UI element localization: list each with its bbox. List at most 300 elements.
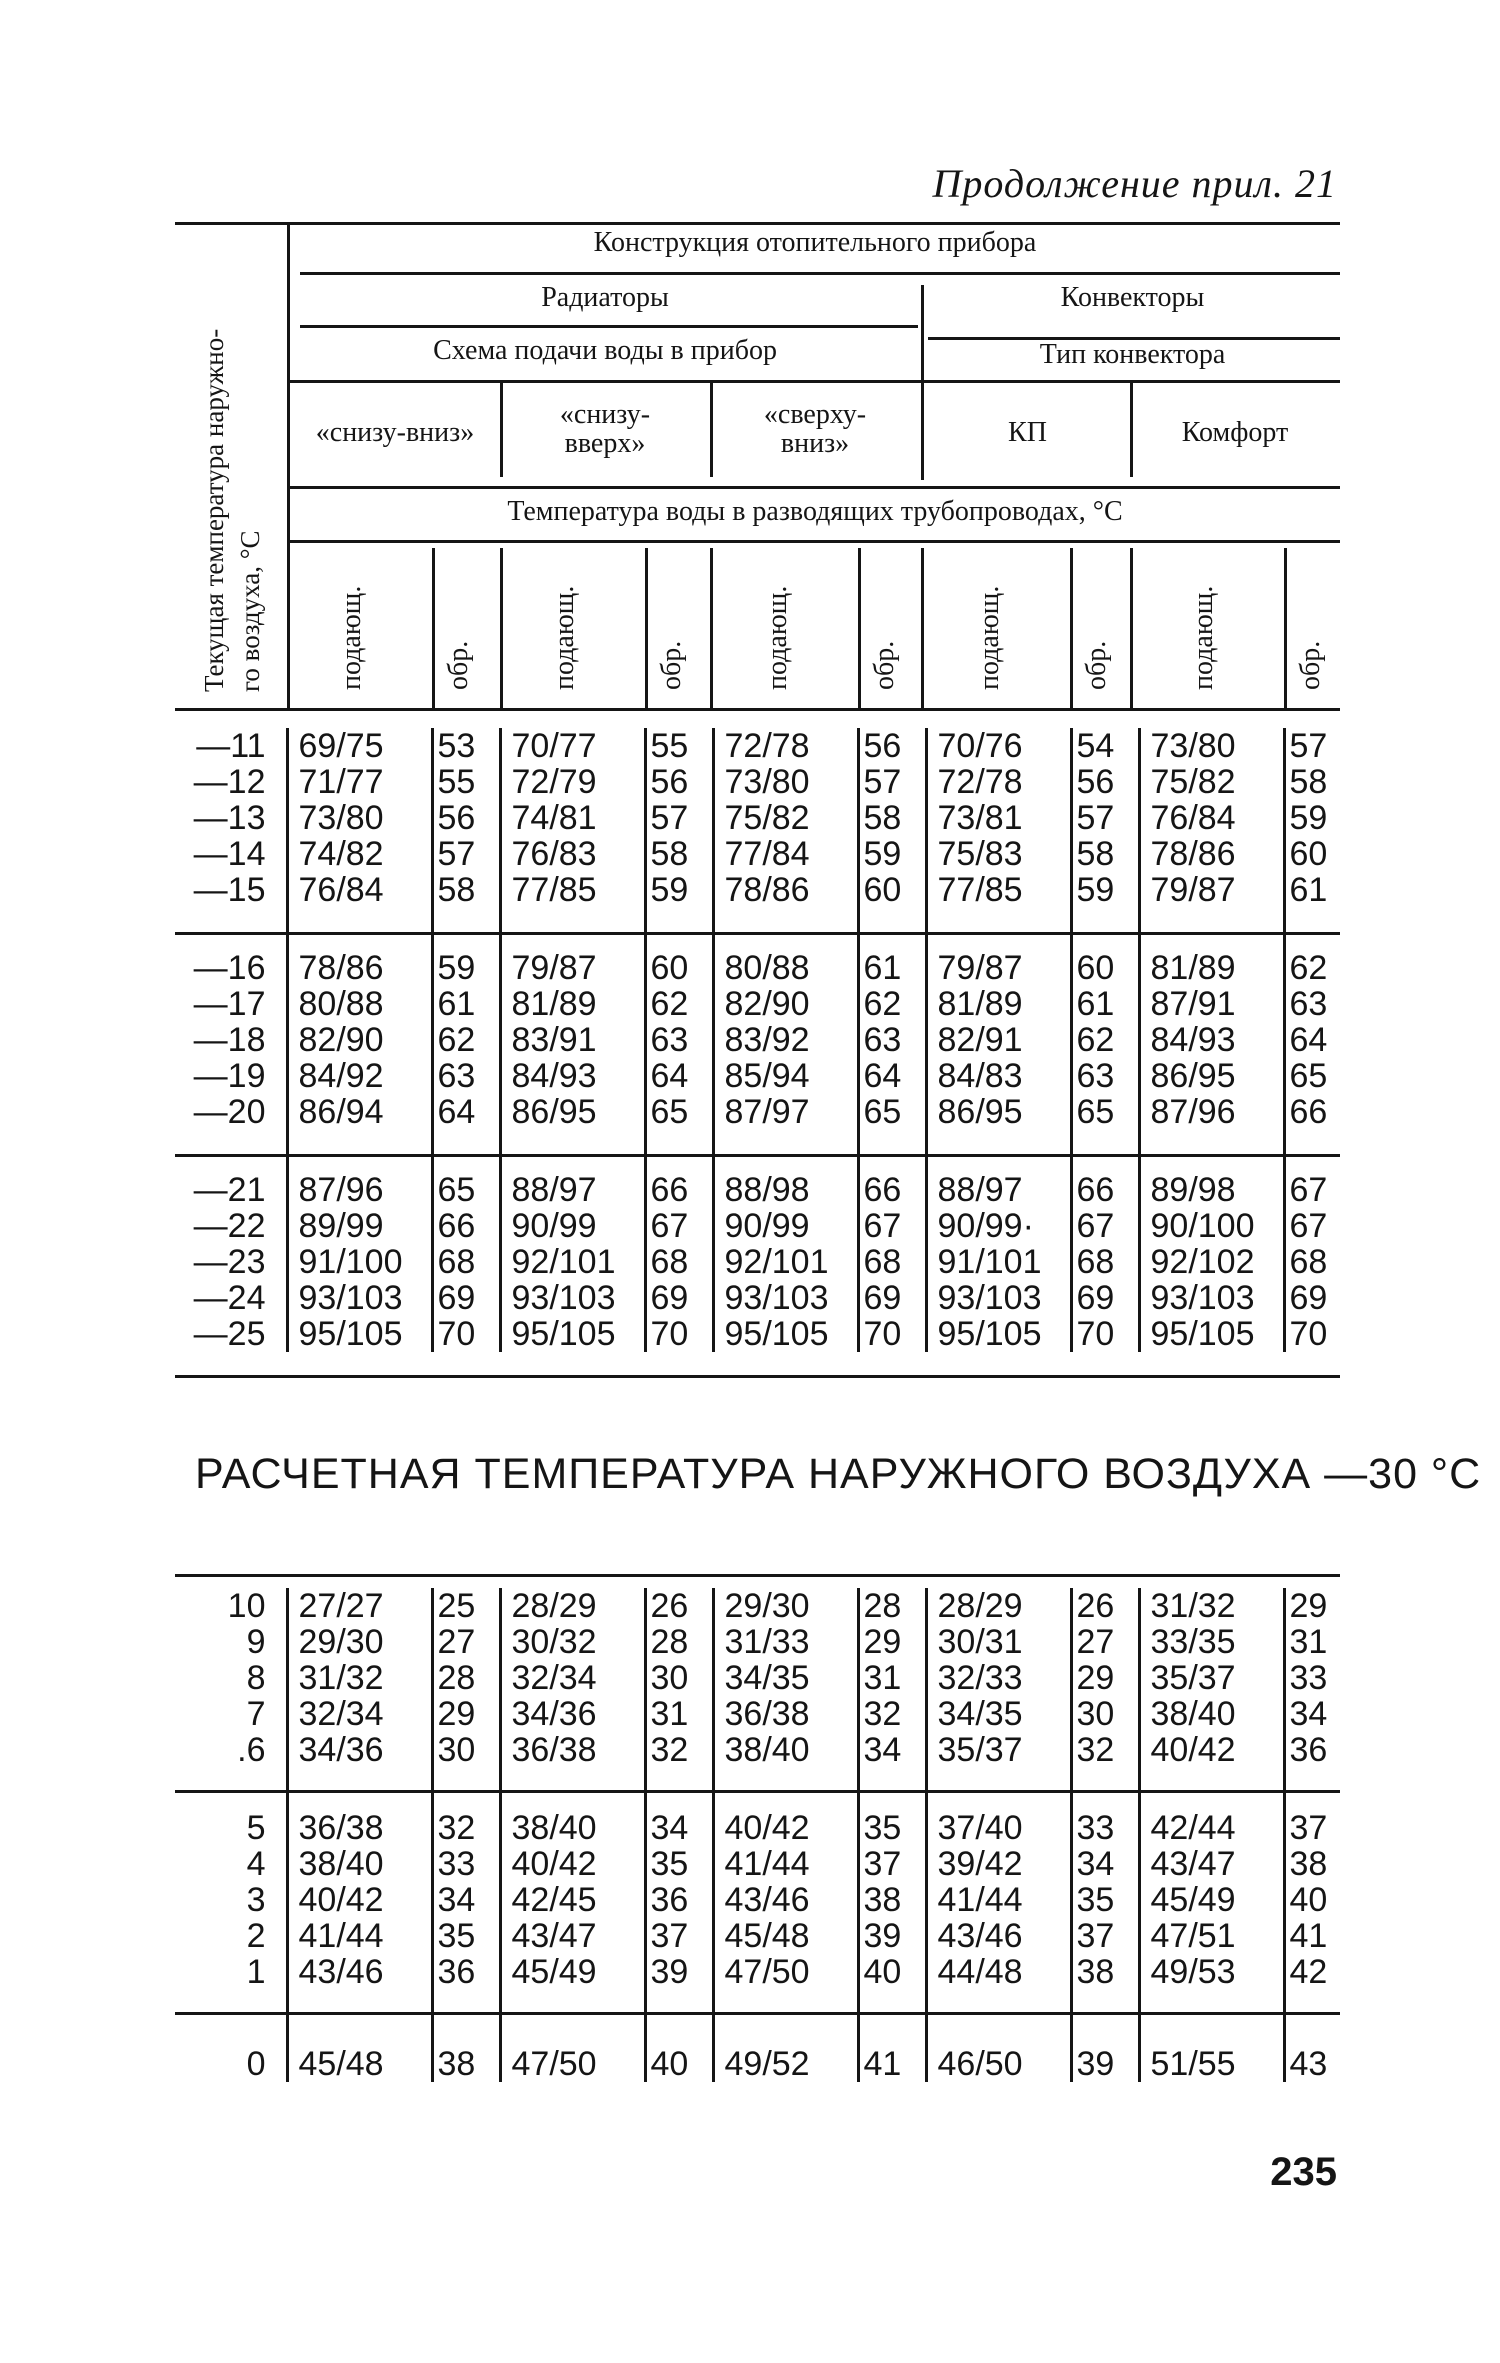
supply-return-cell: 87/96 [1139, 1094, 1284, 1130]
table-row [170, 1022, 1340, 1058]
upper-group-rule-2 [175, 1154, 1340, 1157]
return-cell: 34 [1071, 1846, 1139, 1882]
supply-return-cell: 43/46 [287, 1954, 432, 1990]
return-cell: 36 [1284, 1732, 1340, 1768]
return-cell: 28 [432, 1660, 500, 1696]
col-rule-9 [1284, 548, 1287, 710]
return-cell: 32 [858, 1696, 926, 1732]
col-rule-7 [1070, 548, 1073, 710]
supply-return-cell: 85/94 [713, 1058, 858, 1094]
return-cell: 70 [432, 1316, 500, 1352]
supply-return-cell: 72/79 [500, 764, 645, 800]
supply-return-cell: 74/82 [287, 836, 432, 872]
outdoor-temp-cell: —19 [193, 1057, 266, 1095]
supply-return-cell: 75/82 [713, 800, 858, 836]
return-cell: 65 [858, 1094, 926, 1130]
col-rule-5 [858, 548, 861, 710]
return-cell: 34 [1284, 1696, 1340, 1732]
supply-return-cell: 78/86 [713, 872, 858, 908]
supply-return-cell: 41/44 [926, 1882, 1071, 1918]
supply-return-cell: 95/105 [287, 1316, 432, 1352]
return-cell: 32 [432, 1810, 500, 1846]
col-rule-8 [1130, 548, 1133, 710]
upper-group-rule-1 [175, 932, 1340, 935]
supply-return-cell: 71/77 [287, 764, 432, 800]
supply-return-cell: 93/103 [713, 1280, 858, 1316]
data-table-lower [170, 1588, 1340, 2082]
return-cell: 59 [858, 836, 926, 872]
header-bottom-rule [175, 708, 1340, 711]
supply-return-cell: 47/50 [713, 1954, 858, 1990]
supply-return-cell: 35/37 [1139, 1660, 1284, 1696]
return-cell: 68 [1071, 1244, 1139, 1280]
return-cell: 57 [1284, 728, 1340, 764]
supply-return-cell: 34/36 [500, 1696, 645, 1732]
return-cell: 36 [432, 1954, 500, 1990]
table-row [170, 1316, 1340, 1352]
return-cell: 41 [1284, 1918, 1340, 1954]
supply-return-cell: 45/48 [287, 2046, 432, 2082]
return-cell: 57 [432, 836, 500, 872]
return-cell: 27 [1071, 1624, 1139, 1660]
supply-return-cell: 73/80 [287, 800, 432, 836]
return-cell: 37 [858, 1846, 926, 1882]
return-cell: 66 [432, 1208, 500, 1244]
outdoor-temp-cell: —20 [193, 1093, 266, 1131]
supply-return-cell: 90/99 [713, 1208, 858, 1244]
return-cell: 61 [1071, 986, 1139, 1022]
supply-return-cell: 43/46 [713, 1882, 858, 1918]
supply-return-cell: 88/98 [713, 1172, 858, 1208]
section-title: РАСЧЕТНАЯ ТЕМПЕРАТУРА НАРУЖНОГО ВОЗДУХА —30 °С [195, 1450, 1482, 1498]
return-cell: 60 [858, 872, 926, 908]
supply-return-cell: 70/76 [926, 728, 1071, 764]
side-header-label: Текущая температура наружно- го воздуха, °С [199, 328, 266, 692]
supply-return-cell: 32/33 [926, 1660, 1071, 1696]
supply-return-cell: 31/32 [287, 1660, 432, 1696]
supply-return-cell: 49/52 [713, 2046, 858, 2082]
supply-return-cell: 40/42 [1139, 1732, 1284, 1768]
convector-type-header: Тип конвектора [1039, 339, 1226, 370]
supply-return-cell: 95/105 [1139, 1316, 1284, 1352]
supply-return-cell: 40/42 [713, 1810, 858, 1846]
supply-return-cell: 42/45 [500, 1882, 645, 1918]
supply-return-cell: 87/96 [287, 1172, 432, 1208]
supply-return-cell: 34/36 [287, 1732, 432, 1768]
scheme-bottom-top: «снизу- вверх» [559, 399, 651, 460]
col-return-2: обр. [656, 640, 687, 690]
table-row [170, 1918, 1340, 1954]
supply-return-cell: 38/40 [713, 1732, 858, 1768]
return-cell: 60 [1071, 950, 1139, 986]
table-row [170, 1058, 1340, 1094]
return-cell: 66 [1071, 1172, 1139, 1208]
return-cell: 66 [858, 1172, 926, 1208]
return-cell: 68 [432, 1244, 500, 1280]
table-row [170, 1094, 1340, 1130]
supply-return-cell: 88/97 [926, 1172, 1071, 1208]
col-supply-4: подающ. [974, 585, 1005, 690]
outdoor-temp-cell: —25 [193, 1315, 266, 1353]
col-supply-3: подающ. [762, 585, 793, 690]
return-cell: 56 [645, 764, 713, 800]
table-row [170, 1954, 1340, 1990]
return-cell: 53 [432, 728, 500, 764]
supply-return-cell: 38/40 [1139, 1696, 1284, 1732]
convectors-header: Конвекторы [1060, 282, 1205, 313]
supply-return-cell: 40/42 [287, 1882, 432, 1918]
supply-return-cell: 79/87 [500, 950, 645, 986]
return-cell: 67 [1284, 1208, 1340, 1244]
supply-return-cell: 93/103 [1139, 1280, 1284, 1316]
lower-group-rule-2 [175, 2012, 1340, 2015]
supply-return-cell: 93/103 [500, 1280, 645, 1316]
table-row [170, 1280, 1340, 1316]
supply-return-cell: 80/88 [713, 950, 858, 986]
return-cell: 34 [858, 1732, 926, 1768]
return-cell: 40 [1284, 1882, 1340, 1918]
return-cell: 63 [645, 1022, 713, 1058]
return-cell: 36 [645, 1882, 713, 1918]
continuation-caption: Продолжение прил. 21 [932, 161, 1337, 206]
return-cell: 69 [858, 1280, 926, 1316]
supply-return-cell: 37/40 [926, 1810, 1071, 1846]
outdoor-temp-cell: 9 [246, 1623, 266, 1661]
supply-return-cell: 79/87 [1139, 872, 1284, 908]
return-cell: 27 [432, 1624, 500, 1660]
supply-return-cell: 95/105 [926, 1316, 1071, 1352]
supply-return-cell: 84/83 [926, 1058, 1071, 1094]
supply-return-cell: 73/80 [713, 764, 858, 800]
return-cell: 38 [858, 1882, 926, 1918]
table-row [170, 2046, 1340, 2082]
radiators-header: Радиаторы [541, 282, 669, 313]
supply-return-cell: 82/90 [287, 1022, 432, 1058]
return-cell: 43 [1284, 2046, 1340, 2082]
supply-return-cell: 92/101 [713, 1244, 858, 1280]
supply-return-cell: 77/85 [926, 872, 1071, 908]
supply-return-cell: 31/33 [713, 1624, 858, 1660]
rule-2a [300, 325, 918, 328]
supply-return-cell: 83/91 [500, 1022, 645, 1058]
supply-return-cell: 39/42 [926, 1846, 1071, 1882]
outdoor-temp-cell: 7 [246, 1695, 266, 1733]
return-cell: 60 [1284, 836, 1340, 872]
table-row [170, 764, 1340, 800]
col-return-4: обр. [1081, 640, 1112, 690]
return-cell: 34 [432, 1882, 500, 1918]
table-row [170, 1208, 1340, 1244]
supply-return-cell: 87/97 [713, 1094, 858, 1130]
return-cell: 33 [1071, 1810, 1139, 1846]
col-supply-1: подающ. [336, 585, 367, 690]
supply-return-cell: 31/32 [1139, 1588, 1284, 1624]
supply-return-cell: 84/93 [1139, 1022, 1284, 1058]
return-cell: 33 [432, 1846, 500, 1882]
supply-return-cell: 43/47 [1139, 1846, 1284, 1882]
return-cell: 32 [1071, 1732, 1139, 1768]
return-cell: 59 [645, 872, 713, 908]
supply-return-cell: 86/94 [287, 1094, 432, 1130]
rule-1 [300, 272, 1340, 275]
supply-return-cell: 74/81 [500, 800, 645, 836]
col-return-3: обр. [869, 640, 900, 690]
rule-5 [290, 540, 1340, 543]
return-cell: 64 [1284, 1022, 1340, 1058]
col-rule-2 [500, 548, 503, 710]
return-cell: 58 [1284, 764, 1340, 800]
supply-return-cell: 34/35 [713, 1660, 858, 1696]
supply-return-cell: 75/83 [926, 836, 1071, 872]
return-cell: 38 [1284, 1846, 1340, 1882]
outdoor-temp-cell: —15 [193, 871, 266, 909]
return-cell: 55 [645, 728, 713, 764]
header-top-rule [175, 222, 1340, 225]
table-row [170, 1660, 1340, 1696]
supply-return-cell: 80/88 [287, 986, 432, 1022]
return-cell: 69 [1284, 1280, 1340, 1316]
return-cell: 60 [645, 950, 713, 986]
return-cell: 31 [1284, 1624, 1340, 1660]
supply-return-cell: 92/101 [500, 1244, 645, 1280]
table-row [170, 836, 1340, 872]
return-cell: 70 [645, 1316, 713, 1352]
table-row [170, 1846, 1340, 1882]
supply-return-cell: 82/90 [713, 986, 858, 1022]
supply-return-cell: 76/84 [1139, 800, 1284, 836]
col-rule-6 [921, 548, 924, 710]
return-cell: 29 [858, 1624, 926, 1660]
return-cell: 68 [858, 1244, 926, 1280]
return-cell: 62 [1284, 950, 1340, 986]
outdoor-temp-cell: —18 [193, 1021, 266, 1059]
outdoor-temp-cell: 1 [246, 1953, 266, 1991]
rule-4 [290, 486, 1340, 489]
supply-return-cell: 42/44 [1139, 1810, 1284, 1846]
return-cell: 40 [645, 2046, 713, 2082]
return-cell: 37 [1071, 1918, 1139, 1954]
return-cell: 33 [1284, 1660, 1340, 1696]
return-cell: 35 [432, 1918, 500, 1954]
return-cell: 65 [1284, 1058, 1340, 1094]
return-cell: 30 [432, 1732, 500, 1768]
return-cell: 57 [1071, 800, 1139, 836]
supply-return-cell: 33/35 [1139, 1624, 1284, 1660]
return-cell: 25 [432, 1588, 500, 1624]
return-cell: 30 [645, 1660, 713, 1696]
supply-return-cell: 78/86 [287, 950, 432, 986]
return-cell: 65 [1071, 1094, 1139, 1130]
lower-top-rule [175, 1574, 1340, 1577]
return-cell: 35 [1071, 1882, 1139, 1918]
supply-return-cell: 72/78 [713, 728, 858, 764]
return-cell: 56 [1071, 764, 1139, 800]
return-cell: 63 [1071, 1058, 1139, 1094]
supply-return-cell: 72/78 [926, 764, 1071, 800]
supply-return-cell: 36/38 [713, 1696, 858, 1732]
return-cell: 29 [432, 1696, 500, 1732]
outdoor-temp-cell: 0 [246, 2045, 266, 2083]
supply-return-cell: 81/89 [1139, 950, 1284, 986]
outdoor-temp-cell: —23 [193, 1243, 266, 1281]
return-cell: 67 [858, 1208, 926, 1244]
supply-return-cell: 73/80 [1139, 728, 1284, 764]
table-row [170, 1882, 1340, 1918]
col-return-1: обр. [443, 640, 474, 690]
table-row [170, 872, 1340, 908]
table-row [170, 1624, 1340, 1660]
upper-bottom-rule [175, 1375, 1340, 1378]
supply-return-cell: 81/89 [500, 986, 645, 1022]
lower-group-rule-1 [175, 1790, 1340, 1793]
return-cell: 62 [645, 986, 713, 1022]
supply-return-cell: 47/50 [500, 2046, 645, 2082]
supply-return-cell: 84/92 [287, 1058, 432, 1094]
return-cell: 26 [1071, 1588, 1139, 1624]
table-row [170, 1588, 1340, 1624]
outdoor-temp-cell: —24 [193, 1279, 266, 1317]
return-cell: 62 [432, 1022, 500, 1058]
supply-return-cell: 32/34 [287, 1696, 432, 1732]
supply-return-cell: 76/84 [287, 872, 432, 908]
rule-3 [290, 380, 1340, 383]
return-cell: 58 [645, 836, 713, 872]
return-cell: 65 [432, 1172, 500, 1208]
supply-return-cell: 40/42 [500, 1846, 645, 1882]
return-cell: 31 [645, 1696, 713, 1732]
outdoor-temp-cell: 4 [246, 1845, 266, 1883]
outdoor-temp-cell: —12 [193, 763, 266, 801]
supply-return-cell: 36/38 [500, 1732, 645, 1768]
supply-return-cell: 90/99 [500, 1208, 645, 1244]
supply-return-cell: 93/103 [287, 1280, 432, 1316]
supply-return-cell: 86/95 [500, 1094, 645, 1130]
return-cell: 58 [1071, 836, 1139, 872]
supply-return-cell: 76/83 [500, 836, 645, 872]
supply-return-cell: 28/29 [926, 1588, 1071, 1624]
supply-return-cell: 45/49 [500, 1954, 645, 1990]
return-cell: 62 [858, 986, 926, 1022]
return-cell: 65 [645, 1094, 713, 1130]
return-cell: 67 [1071, 1208, 1139, 1244]
col-supply-5: подающ. [1188, 585, 1219, 690]
group-spacer [170, 908, 1340, 950]
outdoor-temp-cell: —13 [193, 799, 266, 837]
return-cell: 59 [1071, 872, 1139, 908]
supply-return-cell: 36/38 [287, 1810, 432, 1846]
return-cell: 39 [645, 1954, 713, 1990]
col-rule-1 [432, 548, 435, 710]
upper-body [170, 728, 1340, 1352]
outdoor-temp-cell: —17 [193, 985, 266, 1023]
outdoor-temp-cell: 10 [227, 1587, 266, 1625]
water-temp-header: Температура воды в разводящих трубопроводах, °С [507, 496, 1123, 527]
supply-return-cell: 43/47 [500, 1918, 645, 1954]
return-cell: 38 [1071, 1954, 1139, 1990]
return-cell: 63 [432, 1058, 500, 1094]
return-cell: 57 [645, 800, 713, 836]
supply-return-cell: 29/30 [713, 1588, 858, 1624]
outdoor-temp-cell: 5 [246, 1809, 266, 1847]
outdoor-temp-cell: —11 [196, 727, 266, 765]
supply-return-cell: 46/50 [926, 2046, 1071, 2082]
supply-return-cell: 41/44 [287, 1918, 432, 1954]
return-cell: 69 [645, 1280, 713, 1316]
outdoor-temp-cell: 3 [246, 1881, 266, 1919]
return-cell: 31 [858, 1660, 926, 1696]
col-return-5: обр. [1295, 640, 1326, 690]
supply-return-cell: 28/29 [500, 1588, 645, 1624]
table-row [170, 1732, 1340, 1768]
group-spacer [170, 1768, 1340, 1810]
supply-return-cell: 88/97 [500, 1172, 645, 1208]
return-cell: 63 [858, 1022, 926, 1058]
table-row [170, 1696, 1340, 1732]
return-cell: 37 [645, 1918, 713, 1954]
supply-return-cell: 34/35 [926, 1696, 1071, 1732]
supply-return-cell: 83/92 [713, 1022, 858, 1058]
supply-return-cell: 49/53 [1139, 1954, 1284, 1990]
supply-return-cell: 91/101 [926, 1244, 1071, 1280]
supply-return-cell: 27/27 [287, 1588, 432, 1624]
supply-return-cell: 29/30 [287, 1624, 432, 1660]
supply-return-cell: 38/40 [287, 1846, 432, 1882]
outdoor-temp-cell: —22 [193, 1207, 266, 1245]
return-cell: 58 [432, 872, 500, 908]
return-cell: 41 [858, 2046, 926, 2082]
col-rule-4 [710, 548, 713, 710]
supply-return-cell: 45/48 [713, 1918, 858, 1954]
supply-return-cell: 86/95 [926, 1094, 1071, 1130]
supply-return-cell: 87/91 [1139, 986, 1284, 1022]
supply-return-cell: 91/100 [287, 1244, 432, 1280]
supply-return-cell: 92/102 [1139, 1244, 1284, 1280]
page-number: 235 [1270, 2150, 1337, 2194]
supply-return-cell: 41/44 [713, 1846, 858, 1882]
return-cell: 67 [645, 1208, 713, 1244]
col-rule-3 [645, 548, 648, 710]
return-cell: 29 [1071, 1660, 1139, 1696]
table-row [170, 1810, 1340, 1846]
supply-return-cell: 30/32 [500, 1624, 645, 1660]
supply-return-cell: 79/87 [926, 950, 1071, 986]
return-cell: 30 [1071, 1696, 1139, 1732]
supply-return-cell: 82/91 [926, 1022, 1071, 1058]
supply-return-cell: 78/86 [1139, 836, 1284, 872]
supply-return-cell: 47/51 [1139, 1918, 1284, 1954]
return-cell: 61 [1284, 872, 1340, 908]
supply-return-cell: 44/48 [926, 1954, 1071, 1990]
return-cell: 35 [858, 1810, 926, 1846]
return-cell: 64 [858, 1058, 926, 1094]
return-cell: 59 [432, 950, 500, 986]
scheme-top-bottom: «сверху- вниз» [763, 399, 867, 460]
outdoor-temp-cell: 8 [246, 1659, 266, 1697]
sub-divider-1 [500, 382, 503, 477]
supply-return-cell: 30/31 [926, 1624, 1071, 1660]
return-cell: 56 [432, 800, 500, 836]
return-cell: 57 [858, 764, 926, 800]
supply-return-cell: 77/85 [500, 872, 645, 908]
supply-return-cell: 73/81 [926, 800, 1071, 836]
outdoor-temp-cell: —16 [193, 949, 266, 987]
scheme-bottom-bottom: «снизу-вниз» [315, 417, 475, 448]
supply-return-cell: 77/84 [713, 836, 858, 872]
return-cell: 70 [858, 1316, 926, 1352]
supply-return-cell: 89/99 [287, 1208, 432, 1244]
return-cell: 67 [1284, 1172, 1340, 1208]
return-cell: 38 [432, 2046, 500, 2082]
